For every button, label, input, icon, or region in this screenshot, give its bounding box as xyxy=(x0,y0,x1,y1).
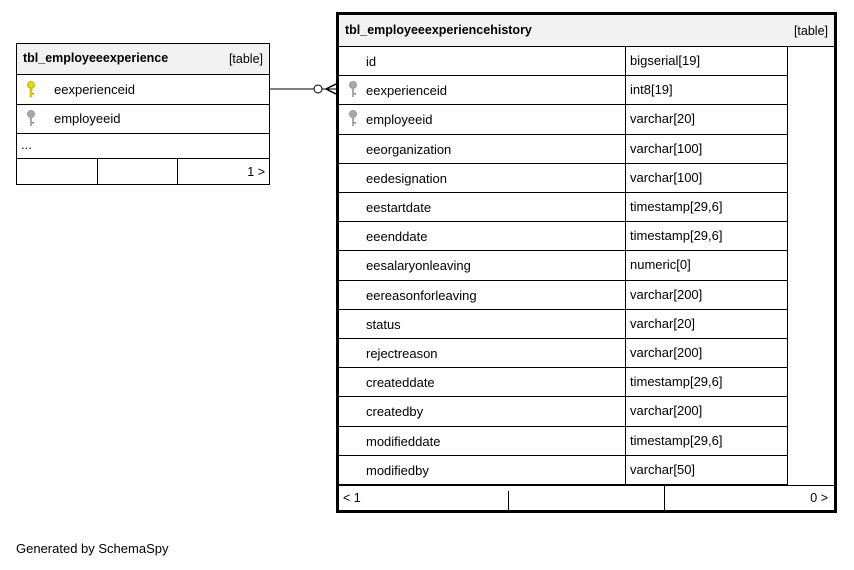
table-footer xyxy=(339,485,834,511)
column-type: timestamp[29,6] xyxy=(625,368,787,396)
footer-children-count[interactable]: 1 > xyxy=(247,165,265,179)
column-type: varchar[200] xyxy=(625,339,787,367)
column-row[interactable] xyxy=(339,281,787,310)
ellipsis: ... xyxy=(21,137,32,152)
table-header xyxy=(339,15,834,47)
column-row[interactable] xyxy=(17,75,269,105)
column-row[interactable] xyxy=(339,193,787,222)
table-tbl-employeeexperience[interactable] xyxy=(16,43,270,185)
column-type: timestamp[29,6] xyxy=(625,222,787,250)
footer-cell-middle xyxy=(509,486,665,511)
column-name: createdby xyxy=(366,404,424,420)
column-row[interactable] xyxy=(339,251,787,280)
column-row[interactable] xyxy=(339,164,787,193)
column-row[interactable] xyxy=(339,76,787,105)
column-name: employeeid xyxy=(54,111,121,126)
column-row[interactable] xyxy=(339,105,787,134)
column-name: eeenddate xyxy=(366,229,428,245)
column-name: createddate xyxy=(366,375,435,391)
column-row[interactable] xyxy=(339,222,787,251)
column-name: eexperienceid xyxy=(54,82,135,97)
relationship-crowfoot-top xyxy=(326,84,336,89)
column-row[interactable] xyxy=(339,47,787,76)
column-row[interactable] xyxy=(339,310,787,339)
foreign-key-icon xyxy=(348,110,358,128)
table-type-label: [table] xyxy=(793,24,828,38)
column-type: varchar[200] xyxy=(625,281,787,309)
more-columns-row xyxy=(17,134,269,159)
column-type: bigserial[19] xyxy=(625,47,787,75)
column-type: int8[19] xyxy=(625,76,787,104)
column-name: eedesignation xyxy=(366,170,447,186)
table-name: tbl_employeeexperiencehistory xyxy=(345,23,532,37)
column-row[interactable] xyxy=(339,397,787,426)
generated-by-text: Generated by SchemaSpy xyxy=(16,541,169,556)
column-row[interactable] xyxy=(339,456,787,485)
table-header xyxy=(17,44,269,75)
column-type: varchar[100] xyxy=(625,164,787,192)
column-name: id xyxy=(366,54,377,69)
column-name: status xyxy=(366,316,401,332)
column-type: varchar[20] xyxy=(625,105,787,133)
primary-key-icon xyxy=(26,81,36,99)
column-name: eeorganization xyxy=(366,141,452,157)
column-type: varchar[50] xyxy=(625,456,787,484)
footer-parents-count[interactable]: < 1 xyxy=(343,491,509,511)
foreign-key-icon xyxy=(348,81,358,99)
column-name: eesalaryonleaving xyxy=(366,258,471,274)
table-type-label: [table] xyxy=(228,52,263,66)
footer-cell-middle xyxy=(98,159,178,184)
table-tbl-employeeexperiencehistory[interactable] xyxy=(336,12,837,513)
column-name: eexperienceid xyxy=(366,83,447,99)
table-name: tbl_employeeexperience xyxy=(23,51,169,65)
column-name: employeeid xyxy=(366,112,433,128)
relationship-optional-circle xyxy=(314,85,322,93)
footer-cell-left xyxy=(17,159,98,184)
column-row[interactable] xyxy=(339,368,787,397)
column-row[interactable] xyxy=(17,105,269,134)
column-row[interactable] xyxy=(339,339,787,368)
column-type: varchar[200] xyxy=(625,397,787,425)
column-row[interactable] xyxy=(339,427,787,456)
column-name: modifiedby xyxy=(366,462,429,478)
column-type: numeric[0] xyxy=(625,251,787,279)
foreign-key-icon xyxy=(26,110,36,128)
footer-children-count[interactable]: 0 > xyxy=(810,491,828,505)
column-row[interactable] xyxy=(339,135,787,164)
relationship-crowfoot-bottom xyxy=(326,89,336,94)
column-type: varchar[100] xyxy=(625,135,787,163)
column-name: rejectreason xyxy=(366,346,438,361)
table-footer xyxy=(17,159,269,184)
column-type: timestamp[29,6] xyxy=(625,427,787,455)
column-name: modifieddate xyxy=(366,433,441,449)
column-rows xyxy=(339,47,788,485)
column-name: eereasonforleaving xyxy=(366,287,477,303)
column-type: varchar[20] xyxy=(625,310,787,338)
column-type: timestamp[29,6] xyxy=(625,193,787,221)
column-name: eestartdate xyxy=(366,200,432,215)
